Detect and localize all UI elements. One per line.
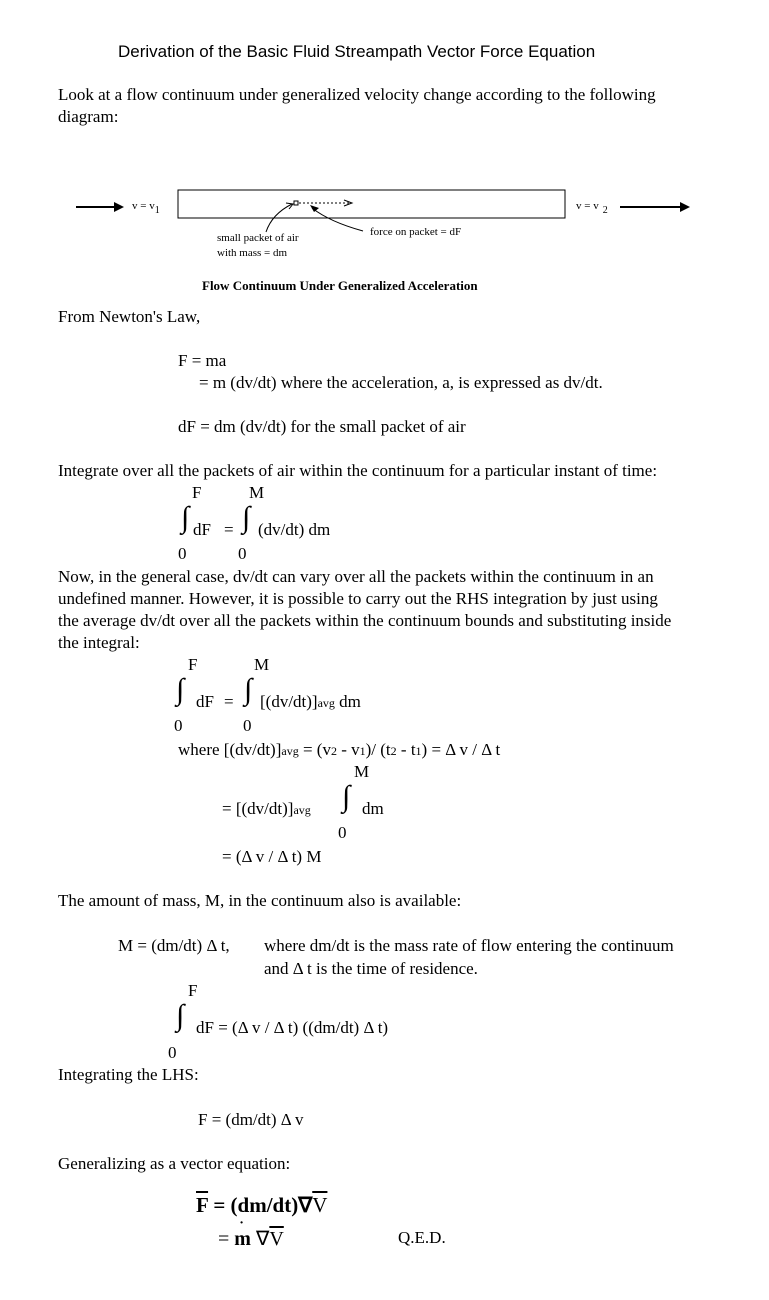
avg-integral-sign-2: ∫ bbox=[342, 780, 351, 813]
avg-line-3: = (Δ v / Δ t) M bbox=[222, 847, 322, 866]
newton-eq-2: = m (dv/dt) where the acceleration, a, is expressed as dv/dt. bbox=[199, 373, 603, 392]
integral-upper-M: M bbox=[249, 483, 265, 502]
integral-lower-0a: 0 bbox=[178, 544, 187, 563]
general-line-2: undefined manner. However, it is possible to carry out the RHS integration by just using bbox=[58, 589, 658, 608]
avg-upper-M: M bbox=[254, 655, 270, 674]
continuum-box bbox=[178, 190, 565, 218]
newton-intro: From Newton's Law, bbox=[58, 307, 201, 326]
integral-sign-lhs: ∫ bbox=[181, 501, 190, 534]
avg-upper-F: F bbox=[188, 655, 198, 674]
avg-integral-sign-rhs: ∫ bbox=[244, 673, 253, 706]
diagram-caption: Flow Continuum Under Generalized Acceleration bbox=[202, 278, 478, 293]
integral-lhs: dF bbox=[193, 520, 211, 539]
integral-sign-rhs: ∫ bbox=[242, 501, 251, 534]
newton-eq-1: F = ma bbox=[178, 351, 227, 370]
mass-int-eq: dF = (Δ v / Δ t) ((dm/dt) Δ t) bbox=[196, 1018, 389, 1037]
packet-label-1: small packet of air bbox=[217, 232, 299, 244]
avg-eq: = bbox=[224, 692, 234, 711]
avg-lower-0b: 0 bbox=[243, 716, 252, 735]
avg-line-2: = [(dv/dt)]avg bbox=[222, 799, 311, 818]
air-packet bbox=[294, 201, 298, 205]
vector-eq-1: $\overline{F} = (dm/dt)\nabla\overline{V}$ bbox=[196, 1193, 328, 1217]
lhs-intro: Integrating the LHS: bbox=[58, 1065, 199, 1084]
general-line-3: the average dv/dt over all the packets within the continuum bounds and substituting inside bbox=[58, 611, 672, 630]
qed-label: Q.E.D. bbox=[398, 1228, 446, 1247]
force-leader bbox=[312, 208, 363, 231]
integral-eq: = bbox=[224, 520, 234, 539]
avg-where-line: where [(dv/dt)]avg = (v2 - v1)/ (t2 - t1) = Δ v / Δ t bbox=[178, 740, 501, 759]
avg-line-2-dm: dm bbox=[362, 799, 384, 818]
integral-upper-F: F bbox=[192, 483, 202, 502]
intro-line-1: Look at a flow continuum under generalized velocity change according to the following bbox=[58, 85, 656, 104]
mass-lower-0: 0 bbox=[168, 1043, 177, 1062]
avg-upper-M2: M bbox=[354, 762, 370, 781]
integral-lower-0b: 0 bbox=[238, 544, 247, 563]
mass-integral-sign: ∫ bbox=[176, 999, 185, 1032]
packet-label-2: with mass = dm bbox=[217, 247, 288, 259]
integral-rhs: (dv/dt) dm bbox=[258, 520, 331, 539]
integrate-intro: Integrate over all the packets of air within the continuum for a particular instant of time: bbox=[58, 461, 658, 480]
general-line-1: Now, in the general case, dv/dt can vary over all the packets within the continuum in an bbox=[58, 567, 654, 586]
avg-lower-02: 0 bbox=[338, 823, 347, 842]
avg-lower-0a: 0 bbox=[174, 716, 183, 735]
m-dot: · m bbox=[234, 1216, 251, 1250]
mass-intro: The amount of mass, M, in the continuum also is available: bbox=[58, 891, 462, 910]
mass-eq-a: M = (dm/dt) Δ t, bbox=[118, 936, 230, 955]
avg-integral-sign-lhs: ∫ bbox=[176, 673, 185, 706]
page-title: Derivation of the Basic Fluid Streampath Vector Force Equation bbox=[118, 42, 596, 61]
avg-rhs: [(dv/dt)]avg dm bbox=[260, 692, 361, 711]
vector-eq-2: = · m $\nabla\overline{V}$ bbox=[218, 1216, 284, 1250]
mass-upper-F: F bbox=[188, 981, 198, 1000]
inlet-label: v = v1 bbox=[132, 200, 160, 216]
mass-eq-c: and Δ t is the time of residence. bbox=[264, 959, 478, 978]
mass-eq-b: where dm/dt is the mass rate of flow entering the continuum bbox=[264, 936, 674, 955]
lhs-eq: F = (dm/dt) Δ v bbox=[198, 1110, 304, 1129]
avg-lhs: dF bbox=[196, 692, 214, 711]
general-line-4: the integral: bbox=[58, 633, 140, 652]
inlet-arrow-head bbox=[114, 202, 124, 212]
vector-intro: Generalizing as a vector equation: bbox=[58, 1154, 291, 1173]
outlet-label: v = v 2 bbox=[576, 200, 608, 216]
newton-eq-3: dF = dm (dv/dt) for the small packet of air bbox=[178, 417, 466, 436]
outlet-arrow-head bbox=[680, 202, 690, 212]
intro-line-2: diagram: bbox=[58, 107, 119, 126]
force-label: force on packet = dF bbox=[370, 226, 462, 238]
